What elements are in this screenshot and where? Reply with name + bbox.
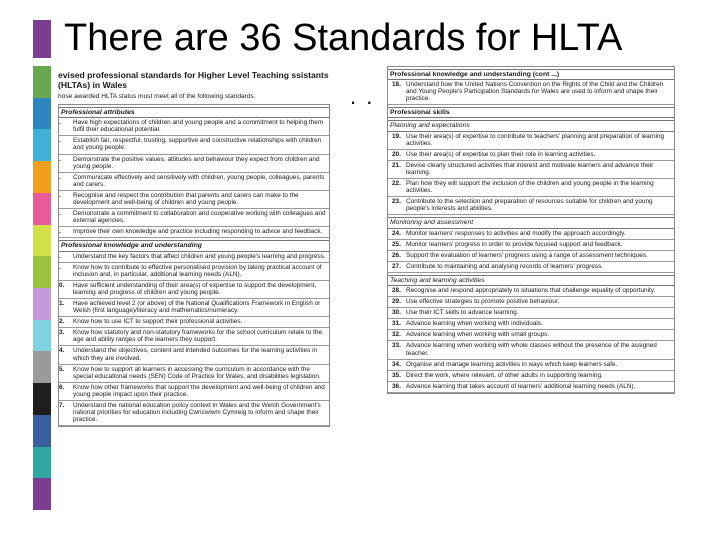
color-strip xyxy=(33,66,51,510)
standard-row xyxy=(59,346,329,364)
standard-text: Devise clearly structured activities that interest and motivate learners and advance their learning. xyxy=(406,161,654,176)
standard-text: Understand how the United Nations Convention on the Rights of the Child and the Children and Young People's Participation Standards for Wales are used to inform and shape their practice. xyxy=(406,81,664,103)
section-heading: Teaching and learning activities xyxy=(388,275,674,286)
standard-text: Have sufficient understanding of their area(s) of expertise to support the development, learning and progress of children and young people. xyxy=(73,281,317,296)
standard-row xyxy=(59,118,329,136)
slide-title: There are 36 Standards for HLTA xyxy=(64,17,623,59)
standard-text: Advance learning that takes account of learners' additional learning needs (ALN). xyxy=(406,382,636,390)
section-heading: Professional skills xyxy=(388,107,674,118)
standard-row xyxy=(388,319,674,330)
standard-text: Demonstrate the positive values, attitudes and behaviour they expect from children and young people. xyxy=(73,155,320,170)
standard-text: Organise and manage learning activities in ways which keep learners safe. xyxy=(406,360,618,368)
color-strip-segment xyxy=(33,447,51,479)
standard-text: Use their ICT skills to advance learning. xyxy=(406,309,519,317)
standard-row xyxy=(388,360,674,371)
standard-row xyxy=(59,383,329,401)
standard-row xyxy=(388,286,674,297)
standard-number: 27. xyxy=(392,262,401,270)
standard-row xyxy=(59,136,329,154)
standard-row xyxy=(388,262,674,273)
standard-number: 28. xyxy=(392,286,401,294)
color-strip-segment xyxy=(33,415,51,447)
standard-number: . xyxy=(59,252,61,260)
standard-number: 20. xyxy=(392,150,401,158)
section-heading: Professional knowledge and understanding xyxy=(59,240,329,251)
standard-row xyxy=(388,229,674,240)
standard-number: 23. xyxy=(392,198,401,206)
section-heading: Monitoring and assessment xyxy=(388,217,674,228)
standard-row xyxy=(388,197,674,215)
standard-text: Use their area(s) of expertise to contribute to teachers' planning and preparation of learning activities. xyxy=(406,132,665,147)
standard-number: 31. xyxy=(392,320,401,328)
title-accent-bar xyxy=(33,20,51,58)
standard-number: 34. xyxy=(392,360,401,368)
standard-text: Monitor learners' responses to activities and modify the approach accordingly. xyxy=(406,229,626,237)
standard-row xyxy=(388,341,674,359)
standard-number: . xyxy=(59,210,61,218)
document-intro: hose awarded HLTA status must meet all of the following standards. xyxy=(58,93,256,100)
standard-number: 24. xyxy=(392,229,401,237)
standard-number: . xyxy=(59,119,61,127)
standard-number: 6. xyxy=(59,383,65,391)
standard-number: . xyxy=(59,263,61,271)
right-standards-document xyxy=(387,66,675,394)
standard-number: 33. xyxy=(392,342,401,350)
standard-text: Support the evaluation of learners' progress using a range of assessment techniques. xyxy=(406,251,648,259)
standard-number: 2. xyxy=(59,318,65,326)
standard-text: Know how to support all learners in accessing the curriculum in accordance with the special educational needs (SEN) Code of Practice for Wales, and disabilities legislation. xyxy=(73,365,321,380)
standard-number: 22. xyxy=(392,180,401,188)
standard-row xyxy=(388,297,674,308)
standard-row xyxy=(59,401,329,426)
color-strip-segment xyxy=(33,66,51,98)
standard-number: 5. xyxy=(59,365,65,373)
standard-number: 25. xyxy=(392,240,401,248)
standard-number: . xyxy=(59,137,61,145)
standard-number: . xyxy=(59,228,61,236)
standard-text: Communicate effectively and sensitively with children, young people, colleagues, parents and carers. xyxy=(73,173,325,188)
standard-row xyxy=(59,281,329,299)
standard-text: Know how to use ICT to support their professional activities. xyxy=(73,318,243,326)
section-heading: Professional attributes xyxy=(59,107,329,118)
standard-row xyxy=(388,330,674,341)
standard-number: . xyxy=(59,191,61,199)
standard-text: Understand the key factors that affect children and young people's learning and progress. xyxy=(73,252,326,260)
standard-text: Improve their own knowledge and practice including responding to advice and feedback. xyxy=(73,228,323,236)
standard-number: 3. xyxy=(59,329,65,337)
standard-row xyxy=(388,150,674,161)
standard-number: 21. xyxy=(392,161,401,169)
color-strip-segment xyxy=(33,161,51,193)
standard-text: Contribute to the selection and preparation of resources suitable for children and young people's interests and abilities. xyxy=(406,198,653,213)
color-strip-segment xyxy=(33,98,51,130)
standard-text: Direct the work, where relevant, of other adults in supporting learning. xyxy=(406,371,603,379)
standard-number: 4. xyxy=(59,347,65,355)
standard-row xyxy=(59,263,329,281)
standard-text: Plan how they will support the inclusion of the children and young people in the learning activities. xyxy=(406,180,654,195)
standard-row xyxy=(59,365,329,383)
standard-row xyxy=(388,240,674,251)
left-standards-table xyxy=(58,104,330,427)
standard-row xyxy=(59,317,329,328)
standard-text: Demonstrate a commitment to collaboration and cooperative working with colleagues and external agencies. xyxy=(73,210,326,225)
document-title: evised professional standards for Higher Level Teaching ssistants (HLTAs) in Wales xyxy=(58,70,329,90)
standard-number: 19. xyxy=(392,132,401,140)
color-strip-segment xyxy=(33,351,51,383)
standard-text: Understand the objectives, content and intended outcomes for the learning activities in which they are involved. xyxy=(73,347,318,362)
standard-text: Establish fair, respectful, trusting, supportive and constructive relationships with children and young people. xyxy=(73,137,322,152)
standard-row xyxy=(388,308,674,319)
standard-number: . xyxy=(59,155,61,163)
standard-number: 26. xyxy=(392,251,401,259)
standard-row xyxy=(388,161,674,179)
standard-number: . xyxy=(59,173,61,181)
standard-row xyxy=(388,132,674,150)
color-strip-segment xyxy=(33,288,51,320)
standard-row xyxy=(388,80,674,105)
standard-text: Have high expectations of children and young people and a commitment to helping them fulfil their educational potential. xyxy=(73,119,324,134)
standard-number: 30. xyxy=(392,309,401,317)
standard-row xyxy=(59,299,329,317)
color-strip-segment xyxy=(33,193,51,225)
standard-row xyxy=(59,227,329,238)
standard-number: 29. xyxy=(392,298,401,306)
section-heading: Planning and expectations xyxy=(388,120,674,131)
standard-text: Recognise and respect the contribution that parents and carers can make to the development and well-being of children and young people. xyxy=(73,191,299,207)
standard-number: 36. xyxy=(392,382,401,390)
standard-text: Monitor learners' progress in order to provide focused support and feedback. xyxy=(406,240,623,248)
right-standards-table xyxy=(387,66,675,394)
standard-number: 32. xyxy=(392,331,401,339)
color-strip-segment xyxy=(33,320,51,352)
standard-row xyxy=(59,209,329,227)
standard-text: Contribute to maintaining and analysing records of learners' progress. xyxy=(406,262,603,270)
standard-text: Use effective strategies to promote positive behaviour. xyxy=(406,298,560,306)
standard-text: Advance learning when working with whole classes without the presence of the assigned teacher. xyxy=(406,342,657,357)
standard-row xyxy=(388,371,674,382)
standard-text: Understand the national education policy context in Wales and the Welsh Government's national priorities for education including Cwricwlwm Cymreig to inform and shape their practice. xyxy=(73,402,321,424)
color-strip-segment xyxy=(33,478,51,510)
standard-number: 35. xyxy=(392,371,401,379)
standard-row xyxy=(59,191,329,209)
color-strip-segment xyxy=(33,225,51,257)
standard-text: Use their area(s) of expertise to plan their role in learning activities. xyxy=(406,150,596,158)
color-strip-segment xyxy=(33,129,51,161)
color-strip-segment xyxy=(33,256,51,288)
standard-number: 1. xyxy=(59,299,65,307)
standard-text: Know how to contribute to effective personalised provision by taking practical account of inclusion and, in particular, additional learning needs (ALN). xyxy=(73,263,322,278)
standard-text: Recognise and respond appropriately to situations that challenge equality of opportunity. xyxy=(406,286,656,294)
standard-row xyxy=(59,328,329,346)
standard-row xyxy=(59,252,329,263)
left-standards-document xyxy=(58,70,330,427)
standard-row xyxy=(59,155,329,173)
standard-row xyxy=(388,382,674,393)
standard-number: 18. xyxy=(392,81,401,89)
standard-text: Know how other frameworks that support the development and well-being of children and young people impact upon their practice. xyxy=(73,383,325,398)
standard-number: 7. xyxy=(59,402,65,409)
standard-text: Advance learning when working with individuals. xyxy=(406,320,543,328)
continuation-ellipsis: . . xyxy=(350,84,375,109)
standard-row xyxy=(59,173,329,191)
standard-row xyxy=(388,251,674,262)
standard-text: Have achieved level 2 (or above) of the National Qualifications Framework in English or Welsh (first language)/literacy and mathematics/numeracy. xyxy=(73,299,321,315)
color-strip-segment xyxy=(33,383,51,415)
section-heading: Professional knowledge and understanding (cont ...) xyxy=(388,69,674,80)
standard-text: Advance learning when working with small groups. xyxy=(406,331,550,339)
standard-text: Know how statutory and non-statutory frameworks for the school curriculum relate to the age and ability ranges of the learners they support. xyxy=(73,329,322,344)
standard-number: 0. xyxy=(59,281,65,289)
standard-row xyxy=(388,179,674,197)
